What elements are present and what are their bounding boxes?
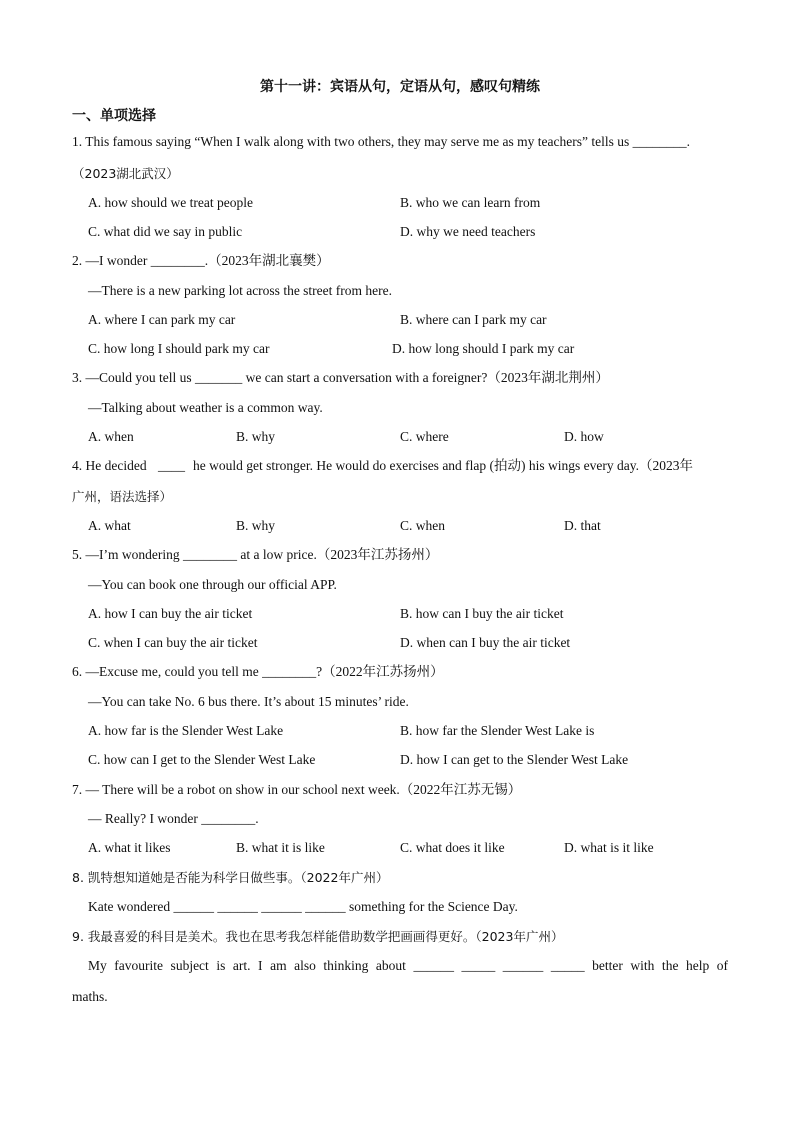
question-3-option-d: D. how (564, 429, 604, 444)
question-4-blank: ____ (158, 458, 185, 473)
question-5-option-d: D. when can I buy the air ticket (400, 635, 571, 650)
question-6-stem: 6. —Excuse me, could you tell me ________?（2022年江苏扬州） (72, 664, 444, 679)
question-2-option-b: B. where can I park my car (400, 312, 547, 327)
question-5-reply: —You can book one through our official APP. (88, 577, 337, 592)
question-5-option-b: B. how can I buy the air ticket (400, 606, 564, 621)
question-7-option-a: A. what it likes (88, 840, 171, 855)
question-6-option-a: A. how far is the Slender West Lake (88, 723, 284, 738)
question-4-option-c: C. when (400, 518, 445, 533)
page-title: 第十一讲：宾语从句，定语从句，感叹句精练 (260, 79, 540, 95)
question-1-option-c: C. what did we say in public (88, 224, 243, 239)
question-3-option-c: C. where (400, 429, 449, 444)
question-2-option-a: A. where I can park my car (88, 312, 236, 327)
question-6-option-b: B. how far the Slender West Lake is (400, 723, 595, 738)
question-3-option-a: A. when (88, 429, 134, 444)
question-2-stem: 2. —I wonder ________.（2023年湖北襄樊） (72, 253, 330, 268)
question-4-stem-start: 4. He decided (72, 458, 147, 473)
question-4-stem-end: he would get stronger. He would do exercises and flap (拍动) his wings every day.（2023年 (193, 458, 694, 473)
question-6-option-d: D. how I can get to the Slender West Lake (400, 752, 629, 767)
question-8-stem: 8. 凯特想知道她是否能为科学日做些事。（2022年广州） (72, 870, 389, 885)
question-1-option-a: A. how should we treat people (88, 195, 253, 210)
question-4-option-b: B. why (236, 518, 276, 533)
question-4-source: 广州，语法选择） (72, 489, 173, 504)
question-7-option-d: D. what is it like (564, 840, 654, 855)
question-3-option-b: B. why (236, 429, 276, 444)
question-4-option-d: D. that (564, 518, 601, 533)
question-2-reply: —There is a new parking lot across the street from here. (88, 283, 393, 298)
question-5-option-a: A. how I can buy the air ticket (88, 606, 253, 621)
question-8-answer-line: Kate wondered ______ ______ ______ ______ something for the Science Day. (88, 899, 518, 914)
question-3-reply: —Talking about weather is a common way. (88, 400, 323, 415)
question-1-source: （2023湖北武汉） (72, 166, 179, 181)
question-1-option-d: D. why we need teachers (400, 224, 536, 239)
question-4-option-a: A. what (88, 518, 131, 533)
question-6-option-c: C. how can I get to the Slender West Lake (88, 752, 316, 767)
question-5-stem: 5. —I’m wondering ________ at a low price.（2023年江苏扬州） (72, 547, 439, 562)
question-1-option-b: B. who we can learn from (400, 195, 541, 210)
question-2-option-c: C. how long I should park my car (88, 341, 270, 356)
section-heading: 一、单项选择 (72, 108, 156, 124)
question-7-reply: — Really? I wonder ________. (88, 811, 259, 826)
question-3-stem: 3. —Could you tell us _______ we can start a conversation with a foreigner?（2023年湖北荆州） (72, 370, 609, 385)
question-9-answer-line: My favourite subject is art. I am also thinking about ______ _____ ______ _____ better with the help of (88, 958, 728, 973)
question-1-stem: 1. This famous saying “When I walk along with two others, they may serve me as my teachers” tells us ________. (72, 134, 690, 149)
question-2-option-d: D. how long should I park my car (392, 341, 575, 356)
question-7-option-b: B. what it is like (236, 840, 325, 855)
question-9-stem: 9. 我最喜爱的科目是美术。我也在思考我怎样能借助数学把画画得更好。（2023年广州） (72, 929, 564, 944)
question-9-answer-continuation: maths. (72, 989, 108, 1004)
question-7-option-c: C. what does it like (400, 840, 505, 855)
question-7-stem: 7. — There will be a robot on show in our school next week.（2022年江苏无锡） (72, 782, 522, 797)
question-5-option-c: C. when I can buy the air ticket (88, 635, 258, 650)
question-6-reply: —You can take No. 6 bus there. It’s about 15 minutes’ ride. (88, 694, 409, 709)
